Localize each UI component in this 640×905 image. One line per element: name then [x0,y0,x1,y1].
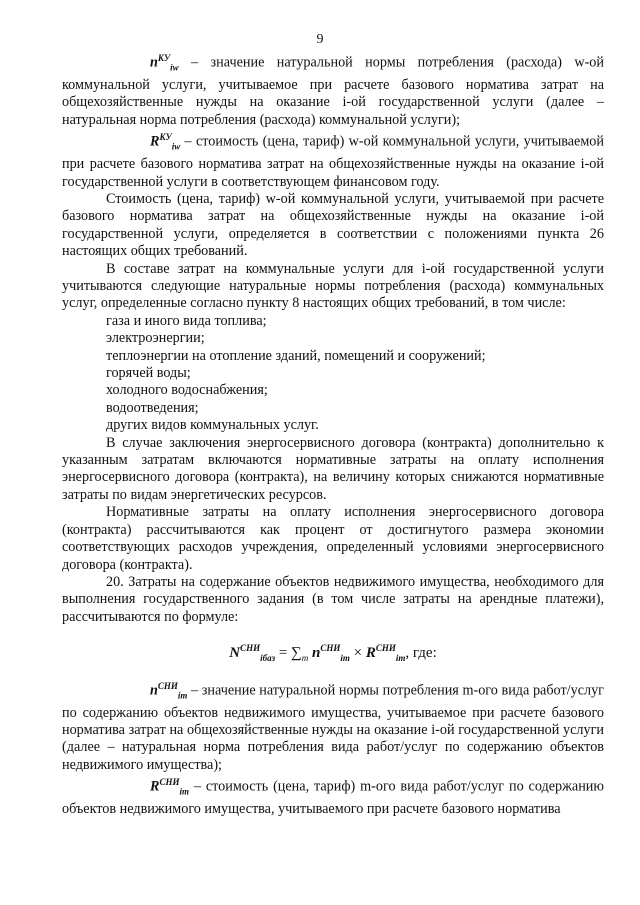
list-item: горячей воды; [106,365,191,382]
symbol-sub: iw [170,62,179,73]
page-number: 9 [316,32,324,47]
definition-text: – значение натуральной нормы потребления (расхода) w-ой коммунальной услуги, учитываемое при расчете базового норматива затрат на общехозяйственные нужды на оказание i-ой государственной услуги (далее – натуральная норма потребления (расхода) коммунальной услуги); [62,54,604,128]
formula-n [312,640,350,667]
page-content [62,50,604,819]
formula-times: × [349,645,366,662]
formula-r-sup: СНИ [375,643,396,654]
paragraph-energy-service: В случае заключения энергосервисного договора (контракта) дополнительно к указанным затратам включаются нормативные затраты на оплату исполнения энергосервисного договора (контракта), на величину которых снижаются нормативные затраты по видам энергетических ресурсов. [62,434,604,503]
symbol-sub: im [177,690,188,701]
paragraph-n-sni-definition [62,678,604,775]
symbol-letter: n [150,682,158,699]
list-item: газа и иного вида топлива; [106,312,267,329]
symbol-letter: R [150,133,160,150]
symbol-sup: КУ [157,53,171,63]
formula-r-letter: R [365,645,376,662]
symbol-letter: n [150,54,158,71]
formula-lhs [229,640,275,667]
formula-n-letter: n [312,645,321,662]
formula-lhs-sub: iбаз [260,653,276,664]
list-item: электроэнергии; [106,330,205,347]
list-item: холодного водоснабжения; [106,382,268,399]
paragraph-utility-norms: В составе затрат на коммунальные услуги для i-ой государственной услуги учитываются следующие натуральные нормы потребления (расхода) коммунальных услуг, определенные согласно пункту 8 настоящих общих требований, в том числе: [62,260,604,312]
symbol-r-ku [106,129,180,156]
definition-text: – стоимость (цена, тариф) w-ой коммунальной услуги, учитываемой при расчете базового норматива затрат на общехозяйственные нужды на оказание i-ой государственной услуги в соответствующем финансовом году. [62,133,604,190]
formula-lhs-sup: СНИ [240,643,261,654]
symbol-n-sni [106,678,187,705]
definition-text: – стоимость (цена, тариф) m-ого вида работ/услуг по содержанию объектов недвижимого имущества, учитываемого при расчете базового норматива [62,778,604,818]
paragraph-cost-determination: Стоимость (цена, тариф) w-ой коммунальной услуги, учитываемой при расчете базового норматива затрат на общехозяйственные нужды на оказание i-ой государственной услуги, определяется в соответствии с положениями пункта 26 настоящих общих требований. [62,190,604,260]
symbol-sup: СНИ [159,777,180,788]
list-item: водоотведения; [106,399,199,416]
formula-equals-sum: = ∑ [275,645,302,662]
paragraph-n-ku-definition [62,50,604,129]
formula-sum-index: m [301,653,309,664]
formula-n-sub: im [340,653,350,664]
formula-lhs-letter: N [229,645,241,662]
formula-tail: , где: [405,645,437,662]
definition-text: – значение натуральной нормы потребления m-ого вида работ/услуг по содержанию объектов недвижимого имущества, учитываемое при расчете базового норматива затрат на общехозяйственные нужды на оказание i-ой государственной услуги (далее – натуральная норма потребления вида работ/услуг по содержанию объектов недвижимого имущества); [62,682,604,773]
paragraph-energy-service-costs: Нормативные затраты на оплату исполнения энергосервисного договора (контракта) рассчитываются как процент от достигнутого размера экономии соответствующих расходов учреждения, определенный условиями энергосервисного договора (контракта). [62,504,604,573]
paragraph-r-sni-definition [62,774,604,818]
formula-n-sup: СНИ [320,643,341,654]
symbol-sup: СНИ [157,680,178,691]
list-item: других видов коммунальных услуг. [106,417,319,434]
formula-r-sub: im [395,653,406,664]
symbol-sup: КУ [159,132,172,143]
symbol-letter: R [150,778,160,795]
paragraph-r-ku-definition [62,129,604,191]
formula-r [366,640,406,667]
list-item: теплоэнергии на отопление зданий, помещений и сооружений; [106,347,486,364]
symbol-r-sni [106,774,189,801]
symbol-sub: im [179,786,189,797]
formula [62,640,604,667]
paragraph-section-20: 20. Затраты на содержание объектов недвижимого имущества, необходимого для выполнения государственного задания (в том числе затраты на арендные платежи), рассчитываются по формуле: [62,573,604,625]
symbol-n-ku [106,50,179,77]
symbol-sub: iw [171,141,181,152]
